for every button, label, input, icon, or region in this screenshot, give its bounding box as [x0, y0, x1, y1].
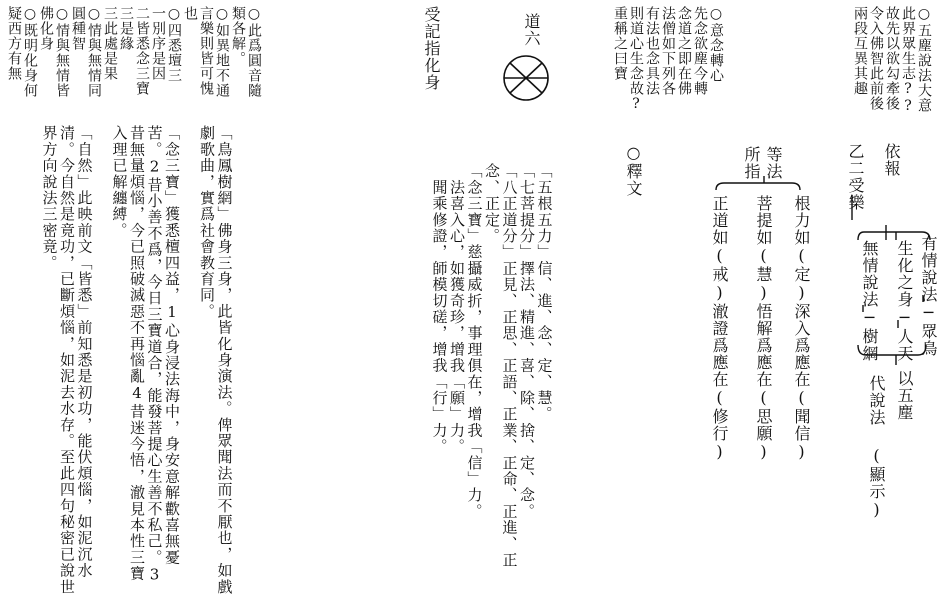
diagram-node-zhengdao: 正道如(戒)澈證爲應在(修行) — [710, 195, 729, 462]
diagram-node-wuchen: 以五塵 — [895, 370, 914, 421]
text-block-left-upper: ○此爲圓音隨 類各解。 ○如異地不通 言樂則皆可愧 也 ○四悉壇三 一別序是因 二皆悉念三寶 三是緣 三此處是果 ○情與無情同 圓種智 ○情與無情皆 佛化身 ○既明化身何 疑西方有無 — [6, 6, 262, 98]
diagram1-brackets — [852, 195, 930, 365]
diagram-node-dengfa: 等法 — [764, 146, 783, 180]
circle-cross-icon — [504, 56, 548, 100]
diagram-node-yibao: 依報 — [882, 143, 901, 177]
text-block-wugen: 「五根五力」信、進、念、定、慧。 「七菩提分」擇法、精進、喜、除、捨、定、念。 「八正道分」正見、正思、正語、正業、正命、正進、正 念、正定。 「念三寶」慈攝威折，事理俱在，增我「信」力。 法喜入心，如獲奇珍，增我「願」力。 聞乘修證，師模切磋，增我「行」力。 — [430, 163, 554, 568]
text-block-left-lower: 「鳥鳳樹網」佛身三身，此皆化身演法。俾眾聞法而不厭也，如戲 劇歌曲，實爲社會教育同。 「念三寶」獲悉檀四益，1心身浸法海中，身安意解歡喜無憂 苦。2昔小善不爲，今日三寶道合，能發菩提心生善不私己。3 昔無量煩惱，今已照破滅惡不再惱亂4昔迷今悟，澈見本性三寶 入理已解纏縛。 「自然」此映前文「皆悉」前知悉是初功，能伏煩惱，如泥沉水 清。今自然是竟功，已斷煩惱，如泥去水存。至此四句秘密已說世 界方向說法三密竟。 — [40, 125, 234, 595]
heading-shiwen: ○釋文 — [624, 143, 643, 197]
heading-liudao: 道六 — [522, 13, 541, 47]
diagram-node-yi2-shoule: 乙二受樂 — [846, 143, 865, 211]
diagram-node-wuqing: 無情說法─樹網 — [860, 240, 879, 362]
diagram-node-daishuofa: 代說法 (顯示) — [867, 375, 886, 520]
text-block-yinian: ○意念轉心 先念欲塵今轉 念道之即在佛 法僧如下列各 有法也念具法 則道心生念故? 重稱之曰寶 — [612, 6, 724, 113]
diagram-node-youqing: 有情說法─眾鳥 — [919, 235, 938, 357]
diagram-node-suozhi: 所指 — [742, 146, 761, 180]
diagram-node-genli: 根力如(定)深入爲應在(聞信) — [792, 195, 811, 462]
diagram-node-shenghua: 生化之身─人天 — [895, 240, 914, 362]
diagram2-brackets — [716, 176, 800, 190]
diagram-node-puti: 菩提如(慧)悟解爲應在(思願) — [754, 195, 773, 462]
heading-shouji: 受記指化身 — [422, 6, 441, 91]
text-block-intro: ○五塵說法大意 此界眾生志?? 故先以欲勾牽後 令入佛智此前後 兩段互異其趣 — [852, 6, 932, 115]
